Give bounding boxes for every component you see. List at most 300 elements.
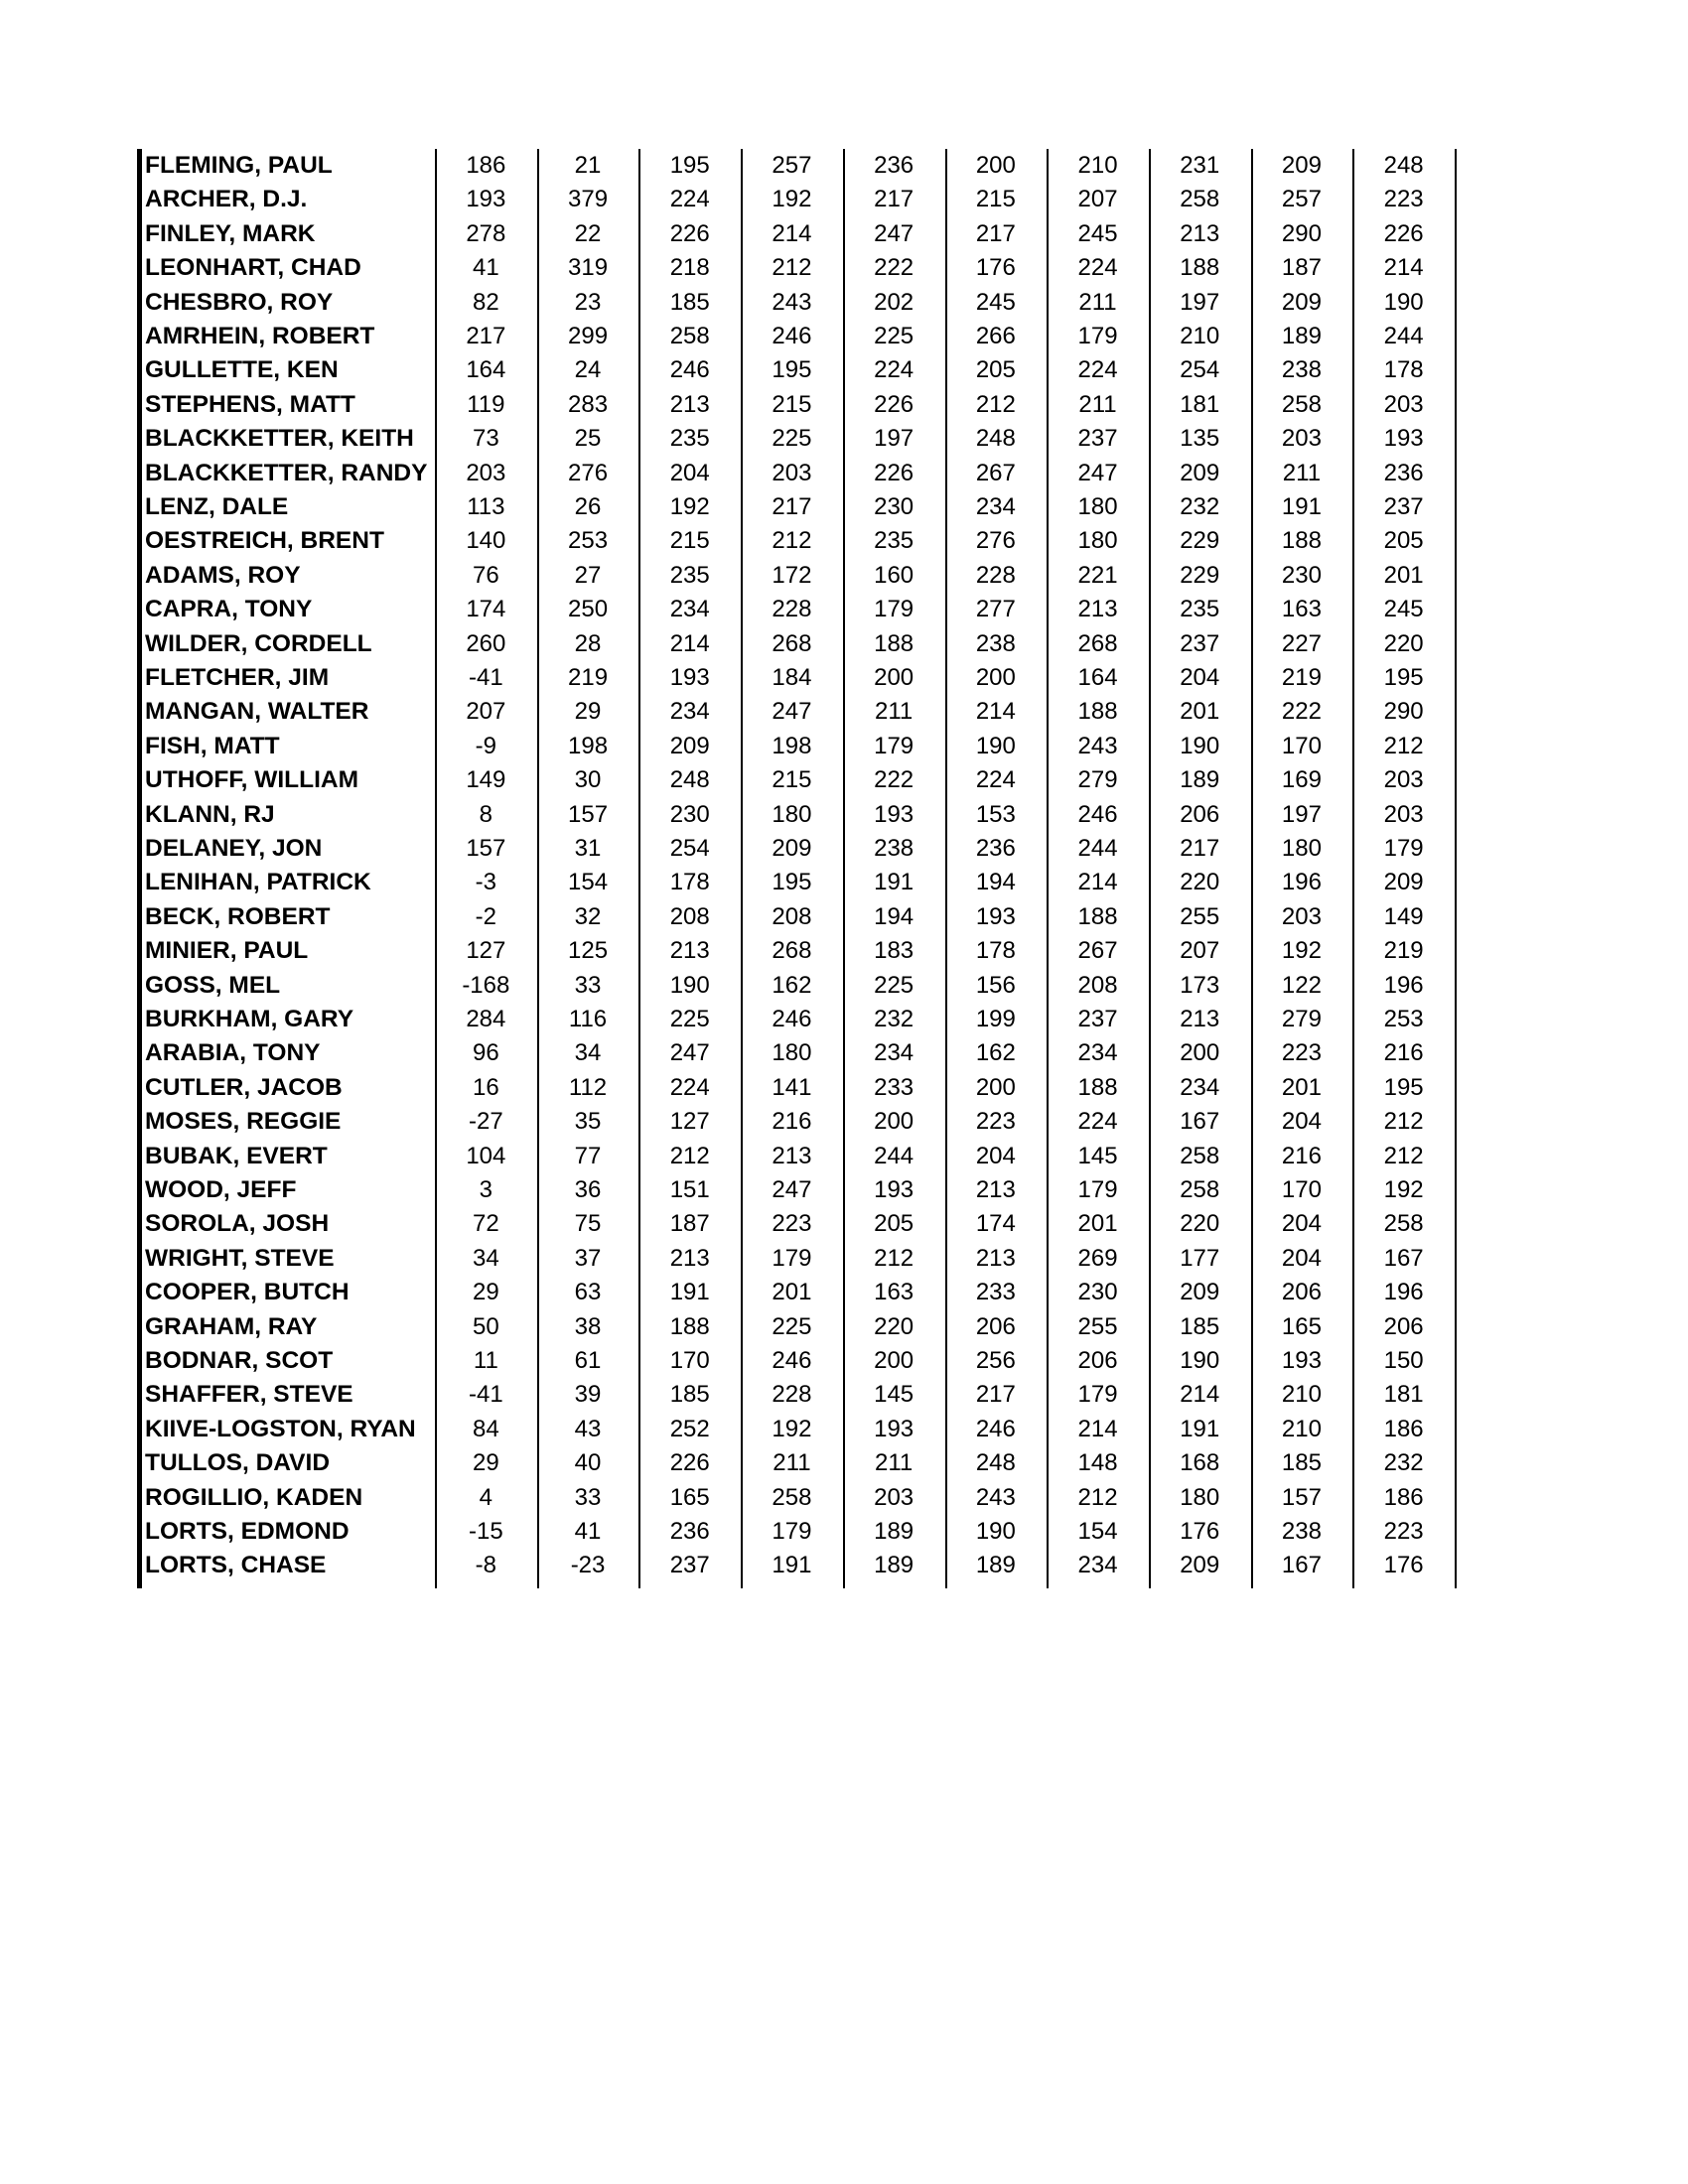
score-cell: 204: [975, 1142, 1016, 1169]
score-cell: 266: [975, 323, 1016, 349]
score-cell: 228: [772, 1381, 812, 1409]
score-cell: 252: [669, 1415, 710, 1442]
player-name: FLEMING, PAUL: [145, 152, 333, 179]
score-cell: 209: [1180, 459, 1220, 486]
score-cell: 253: [1383, 1006, 1424, 1032]
score-cell: 29: [472, 1279, 499, 1306]
player-name: WRIGHT, STEVE: [145, 1244, 335, 1272]
score-cell: 217: [1180, 835, 1220, 862]
score-cell: 168: [1180, 1449, 1220, 1477]
score-cell: 213: [772, 1142, 812, 1169]
score-cell: 213: [1180, 219, 1220, 247]
score-cell: 170: [669, 1347, 710, 1374]
score-cell: 193: [975, 902, 1016, 930]
score-cell: 276: [975, 527, 1016, 555]
score-cell: 222: [874, 766, 914, 794]
score-cell: 32: [574, 902, 602, 930]
player-name: ROGILLIO, KADEN: [145, 1483, 363, 1511]
score-cell: 37: [574, 1244, 602, 1272]
table-row: [137, 286, 1458, 320]
score-cell: -41: [469, 664, 503, 691]
table-row: [137, 1549, 1458, 1582]
score-cell: 196: [1383, 1279, 1424, 1306]
score-cell: 34: [472, 1244, 499, 1272]
score-cell: 203: [1281, 902, 1322, 930]
score-cell: 222: [1281, 698, 1322, 726]
score-cell: 211: [1282, 459, 1322, 486]
score-cell: 219: [1383, 937, 1424, 965]
score-cell: 170: [1281, 732, 1322, 759]
column-divider: [537, 149, 539, 1588]
score-cell: 162: [975, 1039, 1016, 1067]
score-cell: 76: [472, 561, 499, 589]
table-row: [137, 353, 1458, 387]
score-cell: 149: [1383, 902, 1424, 930]
score-cell: 205: [975, 356, 1016, 384]
column-divider: [1149, 149, 1151, 1588]
score-cell: 237: [1383, 493, 1424, 520]
score-cell: 156: [975, 971, 1016, 999]
score-cell: 230: [669, 800, 710, 828]
score-cell: 201: [772, 1279, 812, 1306]
player-name: GULLETTE, KEN: [145, 356, 339, 384]
score-cell: 157: [1281, 1483, 1322, 1511]
score-cell: 223: [1383, 186, 1424, 213]
score-cell: 247: [772, 1176, 812, 1203]
score-cell: 276: [568, 459, 609, 486]
score-cell: 127: [466, 937, 506, 965]
score-cell: 193: [874, 800, 914, 828]
score-cell: 230: [1077, 1279, 1118, 1306]
score-cell: 141: [772, 1073, 812, 1101]
score-cell: -2: [475, 902, 497, 930]
score-cell: 180: [1077, 493, 1118, 520]
score-cell: 248: [669, 766, 710, 794]
score-cell: 223: [1383, 1518, 1424, 1545]
score-cell: 211: [1078, 288, 1117, 316]
score-cell: 200: [975, 664, 1016, 691]
score-cell: 210: [1281, 1381, 1322, 1409]
score-cell: 203: [1383, 800, 1424, 828]
score-cell: 224: [975, 766, 1016, 794]
player-name: FISH, MATT: [145, 732, 280, 759]
score-cell: 246: [772, 323, 812, 349]
score-cell: 219: [1281, 664, 1322, 691]
score-cell: 179: [772, 1518, 812, 1545]
player-name: KLANN, RJ: [145, 800, 275, 828]
score-cell: 243: [772, 288, 812, 316]
score-cell: 237: [1180, 629, 1220, 657]
table-row: [137, 1378, 1458, 1412]
score-cell: 229: [1180, 527, 1220, 555]
score-cell: -168: [462, 971, 510, 999]
score-cell: 229: [1180, 561, 1220, 589]
score-cell: 213: [975, 1244, 1016, 1272]
score-cell: 201: [1180, 698, 1220, 726]
score-cell: 184: [772, 664, 812, 691]
table-row: [137, 1071, 1458, 1105]
score-cell: 207: [466, 698, 506, 726]
score-cell: 213: [1077, 596, 1118, 623]
column-divider: [843, 149, 845, 1588]
score-cell: -15: [469, 1518, 503, 1545]
score-cell: 200: [874, 1347, 914, 1374]
table-row: [137, 490, 1458, 524]
player-name: LORTS, EDMOND: [145, 1518, 350, 1545]
table-row: [137, 593, 1458, 626]
score-cell: 188: [1077, 698, 1118, 726]
score-cell: 379: [568, 186, 609, 213]
score-cell: 145: [874, 1381, 914, 1409]
score-cell: 164: [466, 356, 506, 384]
score-cell: 214: [669, 629, 710, 657]
score-cell: 248: [975, 425, 1016, 453]
score-cell: 248: [975, 1449, 1016, 1477]
score-cell: 119: [467, 390, 505, 418]
score-cell: 187: [669, 1210, 710, 1238]
table-row: [137, 832, 1458, 866]
player-name: MOSES, REGGIE: [145, 1108, 342, 1136]
score-cell: 235: [669, 561, 710, 589]
score-cell: 169: [1281, 766, 1322, 794]
score-cell: 195: [1383, 664, 1424, 691]
table-row: [137, 1446, 1458, 1480]
score-cell: 188: [669, 1312, 710, 1340]
table-row: [137, 149, 1458, 183]
score-cell: 238: [874, 835, 914, 862]
score-cell: 235: [669, 425, 710, 453]
score-cell: 208: [669, 902, 710, 930]
score-cell: 245: [1077, 219, 1118, 247]
score-cell: 214: [772, 219, 812, 247]
score-cell: 299: [568, 323, 609, 349]
score-cell: 190: [669, 971, 710, 999]
score-cell: 206: [975, 1312, 1016, 1340]
score-cell: 163: [874, 1279, 914, 1306]
score-cell: 23: [574, 288, 602, 316]
score-cell: 213: [669, 390, 710, 418]
score-cell: 213: [1180, 1006, 1220, 1032]
score-cell: 24: [574, 356, 602, 384]
score-cell: 245: [975, 288, 1016, 316]
table-row: [137, 661, 1458, 695]
score-cell: -27: [469, 1108, 503, 1136]
player-name: CHESBRO, ROY: [145, 288, 334, 316]
score-cell: 179: [772, 1244, 812, 1272]
score-cell: 140: [466, 527, 506, 555]
player-name: OESTREICH, BRENT: [145, 527, 384, 555]
score-cell: 183: [874, 937, 914, 965]
score-cell: 193: [466, 186, 506, 213]
score-cell: 167: [1180, 1108, 1220, 1136]
score-cell: 214: [975, 698, 1016, 726]
score-cell: 205: [1383, 527, 1424, 555]
score-cell: 190: [975, 732, 1016, 759]
score-cell: 16: [472, 1073, 499, 1101]
score-cell: 205: [874, 1210, 914, 1238]
score-cell: -3: [475, 869, 497, 896]
score-cell: 185: [1281, 1449, 1322, 1477]
score-cell: 180: [1281, 835, 1322, 862]
score-cell: 277: [975, 596, 1016, 623]
score-cell: 163: [1281, 596, 1322, 623]
score-cell: 72: [472, 1210, 499, 1238]
score-cell: 258: [772, 1483, 812, 1511]
score-cell: 237: [1077, 1006, 1118, 1032]
score-cell: 193: [874, 1415, 914, 1442]
score-cell: 195: [772, 869, 812, 896]
score-cell: 172: [772, 561, 812, 589]
table-row: [137, 1481, 1458, 1515]
score-cell: 225: [669, 1006, 710, 1032]
score-cell: 190: [1383, 288, 1424, 316]
player-name: UTHOFF, WILLIAM: [145, 766, 359, 794]
score-cell: 188: [1077, 902, 1118, 930]
score-cell: -9: [475, 732, 497, 759]
score-cell: 223: [1281, 1039, 1322, 1067]
score-cell: 198: [568, 732, 609, 759]
table-row: [137, 1515, 1458, 1549]
score-cell: 231: [1180, 152, 1220, 179]
score-cell: 193: [874, 1176, 914, 1203]
score-cell: 189: [874, 1518, 914, 1545]
column-divider: [435, 149, 437, 1588]
score-cell: 189: [975, 1552, 1016, 1579]
score-cell: 33: [574, 971, 602, 999]
score-cell: 188: [1077, 1073, 1118, 1101]
score-cell: 181: [1180, 390, 1220, 418]
score-cell: 204: [669, 459, 710, 486]
score-cell: 194: [874, 902, 914, 930]
score-cell: 216: [1281, 1142, 1322, 1169]
player-name: LORTS, CHASE: [145, 1552, 327, 1579]
score-cell: 193: [1383, 425, 1424, 453]
score-cell: 40: [574, 1449, 602, 1477]
score-cell: 223: [975, 1108, 1016, 1136]
table-row: [137, 763, 1458, 797]
score-cell: 253: [568, 527, 609, 555]
score-cell: 145: [1077, 1142, 1118, 1169]
score-cell: 188: [1281, 527, 1322, 555]
score-cell: 190: [1180, 732, 1220, 759]
score-cell: 226: [874, 459, 914, 486]
score-cell: 230: [1281, 561, 1322, 589]
score-cell: 191: [1180, 1415, 1220, 1442]
table-row: [137, 627, 1458, 661]
score-cell: 214: [1077, 869, 1118, 896]
score-cell: 149: [466, 766, 506, 794]
score-cell: 258: [1180, 1142, 1220, 1169]
score-cell: 268: [772, 937, 812, 965]
table-row: [137, 1413, 1458, 1446]
table-row: [137, 1140, 1458, 1173]
score-cell: 206: [1077, 1347, 1118, 1374]
score-cell: 186: [466, 152, 506, 179]
score-cell: 193: [669, 664, 710, 691]
score-cell: 84: [472, 1415, 499, 1442]
player-name: LEONHART, CHAD: [145, 254, 361, 282]
score-cell: 290: [1281, 219, 1322, 247]
table-row: [137, 1173, 1458, 1207]
score-cell: 197: [1281, 800, 1322, 828]
table-row: [137, 251, 1458, 285]
score-cell: 33: [574, 1483, 602, 1511]
score-cell: 185: [1180, 1312, 1220, 1340]
score-cell: 188: [874, 629, 914, 657]
score-cell: 234: [1180, 1073, 1220, 1101]
score-cell: 244: [1383, 323, 1424, 349]
score-cell: 246: [772, 1347, 812, 1374]
score-cell: 210: [1077, 152, 1118, 179]
score-cell: 226: [669, 219, 710, 247]
score-cell: 22: [574, 219, 602, 247]
score-cell: 236: [975, 835, 1016, 862]
score-cell: 28: [574, 629, 602, 657]
score-cell: 192: [772, 1415, 812, 1442]
score-cell: 237: [669, 1552, 710, 1579]
score-table: [137, 149, 1458, 1588]
score-cell: 35: [574, 1108, 602, 1136]
score-cell: 258: [1281, 390, 1322, 418]
score-cell: 211: [875, 698, 914, 726]
score-cell: 267: [1077, 937, 1118, 965]
score-cell: 224: [669, 186, 710, 213]
score-cell: 246: [975, 1415, 1016, 1442]
score-cell: 112: [568, 1073, 608, 1101]
score-cell: 187: [1281, 254, 1322, 282]
score-cell: 230: [874, 493, 914, 520]
score-cell: 213: [975, 1176, 1016, 1203]
score-cell: 210: [1180, 323, 1220, 349]
player-name: GRAHAM, RAY: [145, 1312, 318, 1340]
score-cell: 73: [472, 425, 499, 453]
score-cell: 209: [1180, 1552, 1220, 1579]
score-cell: 216: [1383, 1039, 1424, 1067]
score-cell: 75: [574, 1210, 602, 1238]
score-cell: 268: [772, 629, 812, 657]
score-cell: 220: [874, 1312, 914, 1340]
score-cell: 255: [1077, 1312, 1118, 1340]
score-cell: 214: [1383, 254, 1424, 282]
score-cell: 258: [1180, 186, 1220, 213]
score-cell: 212: [669, 1142, 710, 1169]
score-cell: 201: [1383, 561, 1424, 589]
score-cell: 178: [1383, 356, 1424, 384]
player-name: WILDER, CORDELL: [145, 629, 372, 657]
score-cell: 223: [772, 1210, 812, 1238]
score-cell: 192: [669, 493, 710, 520]
score-cell: 250: [568, 596, 609, 623]
score-cell: 236: [1383, 459, 1424, 486]
score-cell: 213: [669, 1244, 710, 1272]
score-cell: 196: [1281, 869, 1322, 896]
score-cell: 202: [874, 288, 914, 316]
score-cell: 209: [1180, 1279, 1220, 1306]
score-cell: 257: [1281, 186, 1322, 213]
player-name: BECK, ROBERT: [145, 902, 331, 930]
score-cell: 222: [874, 254, 914, 282]
score-cell: 198: [772, 732, 812, 759]
column-divider: [1352, 149, 1354, 1588]
score-cell: 21: [574, 152, 602, 179]
score-cell: 189: [1281, 323, 1322, 349]
score-cell: 185: [669, 288, 710, 316]
score-cell: 284: [466, 1006, 506, 1032]
player-name: CUTLER, JACOB: [145, 1073, 343, 1101]
score-cell: 50: [472, 1312, 499, 1340]
table-row: [137, 798, 1458, 832]
player-name: ARABIA, TONY: [145, 1039, 321, 1067]
score-cell: 279: [1281, 1006, 1322, 1032]
table-row: [137, 1276, 1458, 1309]
player-name: SHAFFER, STEVE: [145, 1381, 353, 1409]
score-cell: 209: [1281, 152, 1322, 179]
score-cell: 29: [472, 1449, 499, 1477]
table-row: [137, 1310, 1458, 1344]
score-cell: 225: [874, 323, 914, 349]
score-cell: 247: [669, 1039, 710, 1067]
score-cell: 225: [874, 971, 914, 999]
player-name: DELANEY, JON: [145, 835, 323, 862]
player-name: LENZ, DALE: [145, 493, 289, 520]
score-cell: 154: [1077, 1518, 1118, 1545]
score-cell: 8: [479, 800, 493, 828]
table-row: [137, 457, 1458, 490]
column-divider: [1455, 149, 1457, 1588]
score-cell: -8: [475, 1552, 497, 1579]
score-cell: 211: [875, 1449, 914, 1477]
score-cell: 206: [1281, 1279, 1322, 1306]
score-cell: 3: [479, 1176, 493, 1203]
score-cell: 179: [1077, 1381, 1118, 1409]
score-cell: 173: [1180, 971, 1220, 999]
player-name: SOROLA, JOSH: [145, 1210, 330, 1238]
score-cell: 196: [1383, 971, 1424, 999]
score-cell: 226: [1383, 219, 1424, 247]
score-cell: 217: [975, 219, 1016, 247]
score-cell: 135: [1180, 425, 1220, 453]
score-cell: 164: [1077, 664, 1118, 691]
score-cell: 30: [574, 766, 602, 794]
score-cell: -23: [570, 1552, 606, 1579]
score-cell: 247: [1077, 459, 1118, 486]
score-cell: 244: [1077, 835, 1118, 862]
score-cell: 247: [874, 219, 914, 247]
column-divider: [638, 149, 640, 1588]
table-row: [137, 217, 1458, 251]
score-cell: 255: [1180, 902, 1220, 930]
score-cell: 200: [1180, 1039, 1220, 1067]
score-cell: 254: [669, 835, 710, 862]
score-cell: 200: [874, 664, 914, 691]
score-cell: 212: [1077, 1483, 1118, 1511]
score-cell: 191: [772, 1552, 812, 1579]
score-cell: 237: [1077, 425, 1118, 453]
score-cell: 225: [772, 425, 812, 453]
score-cell: 267: [975, 459, 1016, 486]
score-cell: 212: [874, 1244, 914, 1272]
score-cell: 206: [1180, 800, 1220, 828]
score-cell: 246: [772, 1006, 812, 1032]
score-cell: 209: [1281, 288, 1322, 316]
score-cell: 192: [1281, 937, 1322, 965]
table-row: [137, 900, 1458, 934]
score-cell: 179: [874, 732, 914, 759]
score-cell: 207: [1077, 186, 1118, 213]
score-cell: 125: [568, 937, 609, 965]
score-cell: 216: [772, 1108, 812, 1136]
score-cell: 269: [1077, 1244, 1118, 1272]
